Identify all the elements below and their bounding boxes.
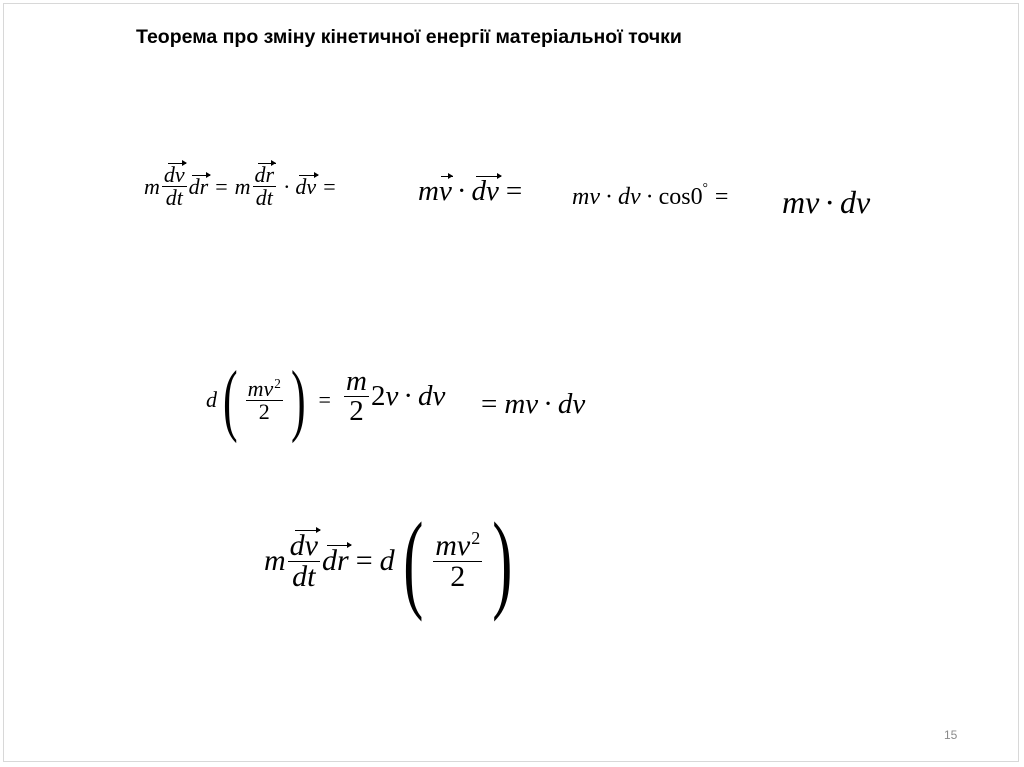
- equation-1b: [418, 177, 529, 206]
- dr-vector: dr: [188, 173, 209, 199]
- m-symbol: m: [418, 175, 439, 207]
- d-symbol: d: [379, 544, 395, 577]
- mv-symbol: mv: [572, 184, 600, 210]
- left-paren: (: [222, 356, 238, 444]
- right-paren: ): [290, 356, 306, 444]
- left-paren: (: [402, 500, 424, 622]
- mv-symbol: mv: [247, 375, 274, 401]
- equation-1a: [144, 164, 343, 209]
- dt-symbol: dt: [165, 185, 183, 210]
- dv-symbol: dv: [557, 388, 586, 420]
- square-exponent: 2: [274, 375, 281, 391]
- v-vector: v: [438, 175, 452, 207]
- v-symbol: v: [385, 380, 399, 412]
- mv-symbol: mv: [504, 388, 539, 420]
- fraction-dr-dt: [253, 164, 277, 209]
- dot-operator: ·: [403, 380, 413, 412]
- dot-operator: ·: [645, 184, 654, 210]
- equals-sign: =: [318, 387, 331, 412]
- equation-2c: [474, 390, 585, 419]
- dv-symbol: dv: [617, 184, 641, 210]
- dot-operator: ·: [283, 173, 291, 199]
- dr-vector: dr: [254, 162, 275, 187]
- dot-operator: ·: [456, 175, 467, 207]
- fraction-m-2: [344, 367, 369, 426]
- slide-frame: [3, 3, 1019, 762]
- square-exponent: 2: [471, 527, 481, 548]
- zero-value: 0: [690, 184, 703, 210]
- m-symbol: m: [264, 544, 286, 577]
- equals-sign: =: [481, 388, 498, 420]
- equation-2a: [206, 356, 338, 444]
- denominator-two: 2: [349, 395, 364, 427]
- slide-title: Теорема про зміну кінетичної енергії матеріальної точки: [136, 26, 682, 48]
- dot-operator: ·: [604, 184, 613, 210]
- equals-sign: =: [215, 173, 228, 199]
- equation-3: [264, 500, 521, 622]
- dot-operator: ·: [824, 184, 835, 220]
- equals-sign: =: [714, 184, 729, 210]
- denominator-two: 2: [258, 398, 270, 424]
- fraction-dv-dt: [162, 164, 187, 209]
- fraction-dv-dt: [288, 528, 320, 593]
- page-number: 15: [944, 728, 958, 742]
- fraction-mv2-2: [433, 527, 482, 593]
- m-symbol: m: [346, 365, 367, 397]
- dt-symbol: dt: [292, 559, 316, 593]
- degree-symbol: °: [702, 180, 708, 196]
- dv-vector: dv: [163, 162, 185, 187]
- right-paren: ): [492, 500, 513, 622]
- equals-sign: =: [323, 173, 336, 199]
- dv-vector: dv: [289, 528, 318, 562]
- d-symbol: d: [206, 387, 217, 412]
- coefficient-two: 2: [370, 380, 386, 412]
- m-symbol: m: [144, 173, 160, 199]
- equation-1d: [782, 186, 870, 218]
- dt-symbol: dt: [255, 185, 273, 210]
- dv-vector: dv: [295, 173, 317, 199]
- dv-vector: dv: [471, 175, 499, 207]
- equals-sign: =: [505, 175, 523, 207]
- dv-symbol: dv: [418, 380, 446, 412]
- dv-symbol: dv: [839, 184, 871, 220]
- dot-operator: ·: [543, 388, 553, 420]
- denominator-two: 2: [450, 559, 466, 593]
- equals-sign: =: [355, 544, 373, 577]
- equation-2b: [342, 367, 445, 426]
- fraction-mv2-2: [246, 375, 283, 424]
- mv-symbol: mv: [782, 184, 820, 220]
- equation-1c: [572, 180, 735, 210]
- mv-symbol: mv: [435, 528, 471, 562]
- dr-vector: dr: [322, 544, 349, 577]
- m-symbol: m: [234, 173, 251, 199]
- cos-function: cos: [658, 184, 691, 210]
